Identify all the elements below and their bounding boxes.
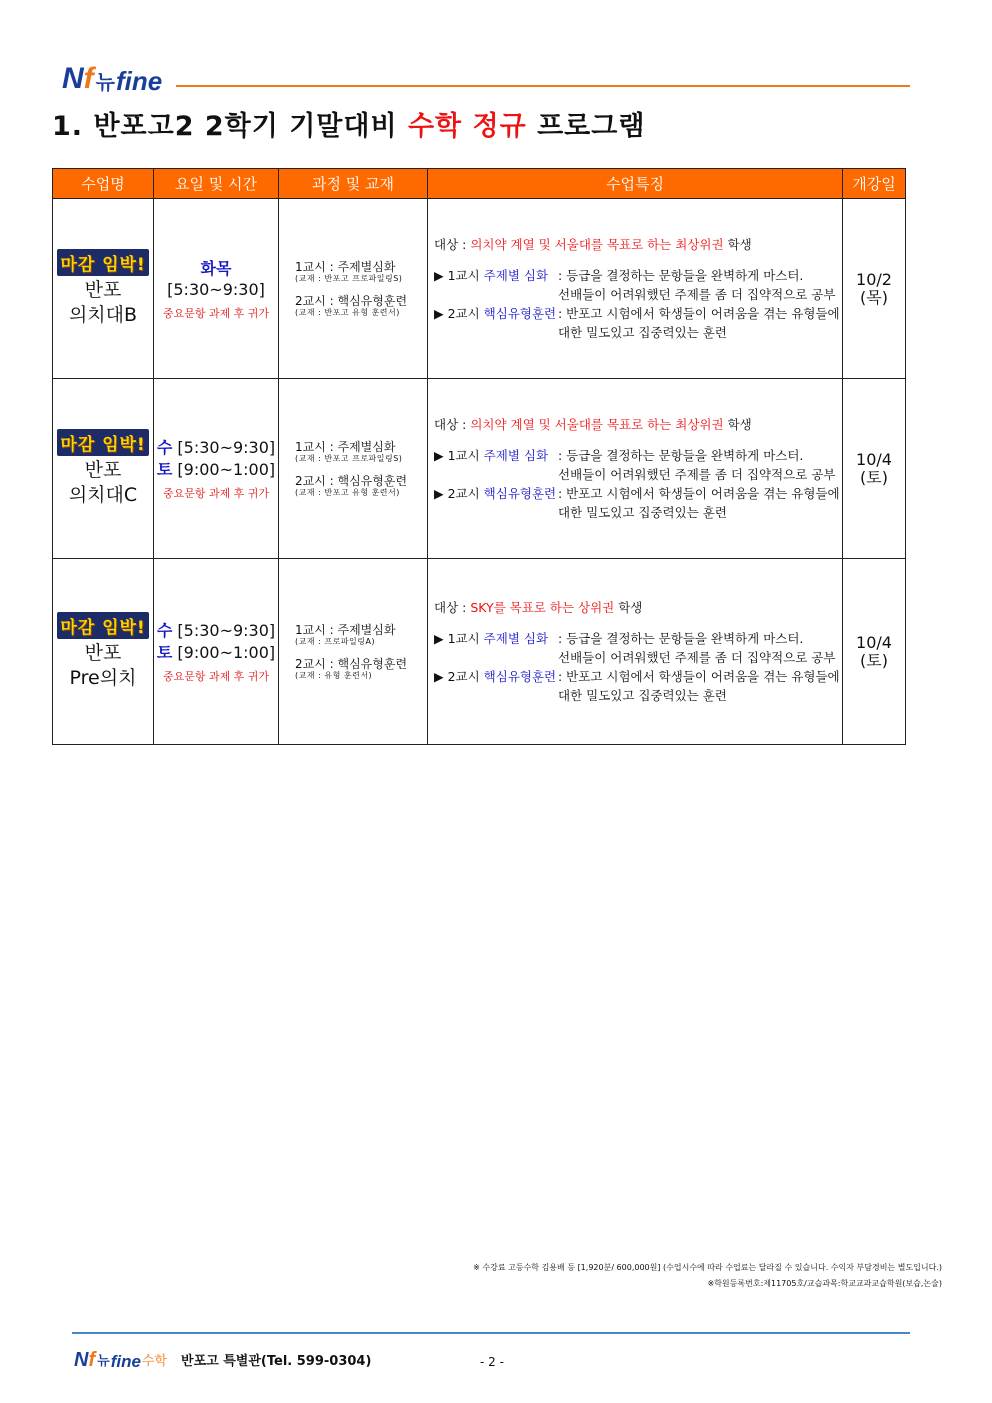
table-row: [53, 199, 906, 379]
target-students: 대상 : SKY를 목표로 하는 상위권 학생: [434, 600, 643, 615]
class-name-cell: [53, 379, 154, 559]
feature-period2: ▶ 2교시 핵심유형훈련 : 반포고 시험에서 학생들이 어려움을 겪는 유형들에: [434, 306, 840, 321]
tuition-notice: ※ 수강료 고등수학 김용배 등 [1,920분/ 600,000원] (수업시수에 따라 수업료는 달라질 수 있습니다. 수익자 부담경비는 별도입니다.): [473, 1263, 942, 1272]
period2-course: 2교시 : 핵심유형훈련: [295, 293, 408, 308]
header-rule: [176, 85, 910, 87]
start-date: 10/4: [856, 632, 892, 652]
program-table: [52, 168, 906, 745]
branch-contact: 반포고 특별관(Tel. 599-0304): [181, 1354, 372, 1369]
period1-book: (교재 : 반포고 프로파일링S): [295, 273, 403, 283]
page-title: 1. 반포고2 2학기 기말대비 수학 정규 프로그램: [52, 111, 646, 142]
start-weekday: (토): [860, 467, 888, 487]
class-name-cell: [53, 199, 154, 379]
class-name: 반포 의치대C: [68, 459, 138, 506]
class-time-1: 수 [5:30~9:30]: [156, 437, 276, 457]
registration-notice: ※학원등록번호:제11705호/교습과목:학교교과교습학원(보습,논술): [707, 1279, 942, 1288]
deadline-badge: 마감 임박!: [57, 429, 148, 456]
table-row: [53, 379, 906, 559]
period2-book: (교재 : 반포고 유형 훈련서): [295, 487, 400, 497]
schedule-cell: [154, 199, 279, 379]
period2-course: 2교시 : 핵심유형훈련: [295, 473, 408, 488]
period1-course: 1교시 : 주제별심화: [295, 439, 396, 454]
course-cell: [279, 379, 428, 559]
course-cell: [279, 199, 428, 379]
table-row: [53, 559, 906, 745]
start-date: 10/2: [856, 269, 892, 289]
header-class-name: 수업명: [53, 169, 154, 199]
footer-logo-mark: Nf: [74, 1349, 96, 1371]
start-date-cell: [843, 559, 906, 745]
class-name-cell: [53, 559, 154, 745]
start-weekday: (목): [860, 287, 888, 307]
feature-period1: ▶ 1교시 주제별 심화 : 등급을 결정하는 문항들을 완벽하게 마스터.: [434, 268, 804, 283]
class-note: 중요문항 과제 후 귀가: [162, 669, 270, 683]
start-date: 10/4: [856, 449, 892, 469]
start-date-cell: [843, 199, 906, 379]
class-note: 중요문항 과제 후 귀가: [162, 486, 270, 500]
feature-period1: ▶ 1교시 주제별 심화 : 등급을 결정하는 문항들을 완벽하게 마스터.: [434, 631, 804, 646]
period1-book: (교재 : 반포고 프로파일링S): [295, 453, 403, 463]
class-days: 화목: [200, 259, 232, 278]
period1-course: 1교시 : 주제별심화: [295, 622, 396, 637]
period2-book: (교재 : 유형 훈련서): [295, 670, 373, 680]
class-time-2: 토 [9:00~1:00]: [156, 642, 276, 662]
class-name: 반포 Pre의치: [69, 642, 137, 689]
start-date-cell: [843, 379, 906, 559]
footer-subject: 수학: [141, 1354, 168, 1369]
period1-book: (교재 : 프로파일링A): [295, 636, 376, 646]
deadline-badge: 마감 임박!: [57, 249, 148, 276]
header-course: 과정 및 교재: [279, 169, 428, 199]
feature-period1: ▶ 1교시 주제별 심화 : 등급을 결정하는 문항들을 완벽하게 마스터.: [434, 448, 804, 463]
features-cell: 대상 : 의치약 계열 및 서울대를 목표로 하는 최상위권 학생 ▶ 1교시 주제별 심화 : 등급을 결정하는 문항들을 완벽하게 마스터. 선배들이 어려워했던 주제를 좀 더 집약적으로 공부 ▶ 2교시 핵심유형훈련 : 반포고 시험에서 학생들이 어려움을 겪는 유형들에 대한 밀도있고 집중력있는 훈련: [428, 199, 843, 379]
brand-logo: [62, 60, 162, 94]
feature-period2: ▶ 2교시 핵심유형훈련 : 반포고 시험에서 학생들이 어려움을 겪는 유형들에: [434, 486, 840, 501]
class-time: [5:30~9:30]: [167, 280, 265, 299]
deadline-badge: 마감 임박!: [57, 612, 148, 639]
header-start-date: 개강일: [843, 169, 906, 199]
period1-course: 1교시 : 주제별심화: [295, 259, 396, 274]
class-name: 반포 의치대B: [68, 279, 138, 326]
class-note: 중요문항 과제 후 귀가: [162, 307, 270, 320]
schedule-cell: [154, 379, 279, 559]
period2-book: (교재 : 반포고 유형 훈련서): [295, 307, 400, 317]
header-schedule: 요일 및 시간: [154, 169, 279, 199]
footer-logo: Nf 뉴 fine 수학 반포고 특별관(Tel. 599-0304): [74, 1349, 372, 1371]
class-time-1: 수 [5:30~9:30]: [156, 620, 276, 640]
features-cell: 대상 : 의치약 계열 및 서울대를 목표로 하는 최상위권 학생 ▶ 1교시 주제별 심화 : 등급을 결정하는 문항들을 완벽하게 마스터. 선배들이 어려워했던 주제를 좀 더 집약적으로 공부 ▶ 2교시 핵심유형훈련 : 반포고 시험에서 학생들이 어려움을 겪는 유형들에 대한 밀도있고 집중력있는 훈련: [428, 379, 843, 559]
page-number: - 2 -: [480, 1355, 504, 1369]
class-time-2: 토 [9:00~1:00]: [156, 459, 276, 479]
target-students: 대상 : 의치약 계열 및 서울대를 목표로 하는 최상위권 학생: [434, 417, 752, 432]
title-highlight: 수학 정규: [407, 111, 527, 142]
footer-rule: [72, 1332, 910, 1334]
header-features: 수업특징: [428, 169, 843, 199]
schedule-cell: [154, 559, 279, 745]
start-weekday: (토): [860, 650, 888, 670]
logo-fine: fine: [116, 66, 163, 96]
logo-korean: 뉴: [95, 70, 115, 94]
feature-period2: ▶ 2교시 핵심유형훈련 : 반포고 시험에서 학생들이 어려움을 겪는 유형들에: [434, 669, 840, 684]
target-students: 대상 : 의치약 계열 및 서울대를 목표로 하는 최상위권 학생: [434, 237, 752, 252]
features-cell: 대상 : SKY를 목표로 하는 상위권 학생 ▶ 1교시 주제별 심화 : 등급을 결정하는 문항들을 완벽하게 마스터. 선배들이 어려워했던 주제를 좀 더 집약적으로 공부 ▶ 2교시 핵심유형훈련 : 반포고 시험에서 학생들이 어려움을 겪는 유형들에 대한 밀도있고 집중력있는 훈련: [428, 559, 843, 745]
period2-course: 2교시 : 핵심유형훈련: [295, 656, 408, 671]
course-cell: [279, 559, 428, 745]
table-header-row: [53, 169, 906, 199]
logo-mark: Nf: [62, 62, 94, 95]
